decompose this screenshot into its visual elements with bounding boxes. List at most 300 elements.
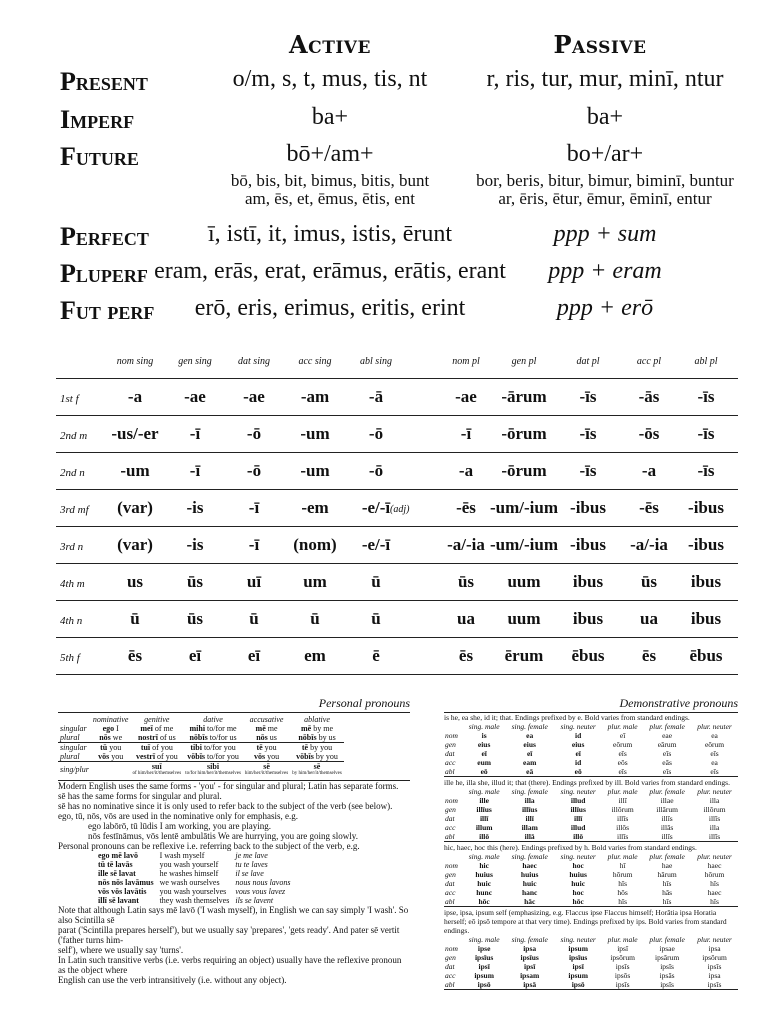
- dp-cell: eōrum: [613, 740, 633, 749]
- declension-cell: -ae: [455, 387, 477, 406]
- dp-cell: eīs: [710, 749, 719, 758]
- declension-cell: -um/-ium: [490, 535, 558, 554]
- declension-label: 3rd n: [60, 541, 84, 553]
- pp-note-line: self'), where we usually say 'turns'.: [58, 945, 184, 955]
- declension-cell: -a/-ia: [630, 535, 668, 554]
- declension-cell: -is: [186, 498, 204, 517]
- declension-cell: -ae: [243, 387, 265, 406]
- declension-cell: ibus: [572, 572, 604, 591]
- pp-example-cell: nous nous lavons: [235, 878, 291, 887]
- demonstrative-row: [444, 731, 738, 740]
- dp-cell: ipsō: [571, 980, 585, 989]
- dp-cell: illud: [570, 796, 586, 805]
- pp-sub: to/for him/her/it/themselves: [185, 771, 241, 776]
- declension-cell: -a/-ia: [447, 535, 485, 554]
- dp-cell: eō: [480, 767, 488, 776]
- pp-example-cell: vous vous lavez: [235, 887, 286, 896]
- dp-cell: eae: [662, 731, 673, 740]
- pp-example-row: [98, 896, 296, 905]
- declension-cell: -um: [300, 424, 330, 443]
- pp-column-header: genitive: [144, 715, 170, 724]
- dp-column-header: sing. male: [468, 787, 500, 796]
- pp-example-row: [98, 851, 296, 860]
- declension-cell: -am: [300, 387, 330, 406]
- demonstrative-pronouns-section: [444, 696, 738, 991]
- demonstrative-intro: hic, haec, hoc this (here). Endings prefixed by h. Bold varies from standard endings.: [444, 843, 697, 852]
- pp-cell: tū you: [100, 743, 122, 752]
- dp-cell: eum: [477, 758, 492, 767]
- pp-form: vōbīs: [187, 752, 206, 761]
- column-header: abl pl: [694, 356, 718, 367]
- declension-cell: -ibus: [570, 535, 606, 554]
- imperf-passive: ba+: [586, 104, 624, 130]
- dp-cell: id: [575, 758, 582, 767]
- pp-example-cell: tu te laves: [235, 860, 268, 869]
- pp-example-cell: vōs vōs lavātis: [98, 887, 147, 896]
- dp-column-header: plur. neuter: [697, 787, 732, 796]
- dp-corner: [444, 787, 463, 796]
- pp-column-header: dative: [203, 715, 223, 724]
- pp-form: vōs: [253, 752, 266, 761]
- dp-cell: ipsā: [523, 980, 537, 989]
- pp-row: [58, 762, 344, 778]
- demonstrative-row: [444, 740, 738, 749]
- dp-column-header: plur. neuter: [697, 722, 732, 731]
- pp-cell: [183, 762, 243, 778]
- declension-cell: -īs: [579, 461, 597, 480]
- pp-row-label: plural: [60, 752, 80, 761]
- dp-cell: eī: [575, 749, 581, 758]
- perfect-active: ī, istī, it, imus, istis, ērunt: [207, 221, 453, 247]
- dp-column-header: plur. female: [649, 852, 685, 861]
- demonstrative-header-row: [444, 852, 738, 861]
- dp-cell: ipsae: [659, 944, 675, 953]
- pp-cell: ego I: [102, 724, 119, 733]
- declension-row: [56, 489, 738, 526]
- dp-case-label: gen: [445, 805, 456, 814]
- dp-cell: illae: [660, 796, 674, 805]
- pp-cell: mē by me: [301, 724, 333, 733]
- demonstrative-row: [444, 888, 738, 897]
- pp-form: suī: [151, 762, 162, 771]
- dp-case-label: acc: [445, 758, 456, 767]
- column-header: abl sing: [360, 356, 392, 367]
- declension-label: 1st f: [60, 393, 79, 405]
- declension-cell: -ō: [246, 424, 262, 443]
- pp-note-line: sē has the same forms for singular and plural.: [58, 791, 222, 801]
- futperf-active: erō, eris, erimus, eritis, erint: [194, 295, 466, 321]
- pp-corner: [58, 715, 91, 724]
- dp-cell: eī: [619, 731, 626, 740]
- declension-cell: -ōrum: [501, 424, 547, 443]
- dp-cell: ipsa: [523, 944, 537, 953]
- demonstrative-table: [444, 722, 738, 776]
- declension-cell: -ī: [189, 461, 201, 480]
- pp-column-header: ablative: [304, 715, 330, 724]
- demonstrative-row: [444, 767, 738, 776]
- dp-cell: ipsīus: [474, 953, 494, 962]
- dp-cell: hic: [479, 861, 489, 870]
- declension-label: 4th m: [60, 578, 85, 590]
- dp-cell: illōs: [616, 823, 630, 832]
- column-header: nom sing: [116, 356, 154, 367]
- declension-cell: ua: [457, 609, 475, 628]
- dp-case-label: acc: [445, 823, 456, 832]
- row-label: Future: [60, 142, 139, 171]
- dp-cell: huius: [569, 870, 587, 879]
- future-active-forms: am, ēs, et, ēmus, ētis, ent: [245, 189, 415, 208]
- dp-cell: illa: [524, 796, 535, 805]
- row-label: Perfect: [60, 222, 149, 251]
- dp-column-header: sing. neuter: [560, 722, 596, 731]
- declension-cell: ū: [130, 609, 140, 628]
- pp-row: [58, 743, 344, 753]
- declension-cell: -ae: [184, 387, 206, 406]
- pp-form: nōs: [256, 733, 268, 742]
- row-label: Fut perf: [60, 296, 155, 325]
- dp-cell: huius: [520, 870, 539, 879]
- dp-case-label: acc: [445, 971, 456, 980]
- declension-cell: -īs: [579, 424, 597, 443]
- dp-cell: illīus: [476, 805, 492, 814]
- dp-case-label: dat: [445, 814, 455, 823]
- declension-cell: ū: [371, 609, 381, 628]
- declension-cell: -ī: [189, 424, 201, 443]
- row-label: Imperf: [60, 105, 135, 134]
- pp-note-line: Modern English uses the same forms - 'you' - for singular and plural; Latin has separate forms.: [58, 781, 399, 791]
- declension-cell: -a: [458, 461, 474, 480]
- dp-cell: eārum: [657, 740, 677, 749]
- dp-cell: huic: [522, 879, 537, 888]
- dp-cell: ea: [711, 758, 718, 767]
- dp-cell: is: [481, 731, 487, 740]
- passive-header: Passive: [553, 30, 647, 59]
- personal-pronouns-notes: [58, 780, 410, 985]
- dp-column-header: plur. female: [649, 787, 685, 796]
- dp-cell: illīs: [708, 832, 721, 841]
- pp-example-cell: ego mē lavō: [98, 851, 138, 860]
- table-bottom-rule: [56, 674, 738, 675]
- pp-note-line: nōs festīnāmus, vōs lentē ambulātis We are hurrying, you are going slowly.: [88, 831, 358, 841]
- pp-form: tuī: [140, 743, 151, 752]
- demonstrative-pronouns-title: Demonstrative pronouns: [444, 696, 738, 713]
- pp-form: mē: [301, 724, 312, 733]
- dp-cell: eīs: [662, 767, 672, 776]
- declension-cell: -ibus: [688, 535, 724, 554]
- dp-cell: illīs: [661, 814, 673, 823]
- dp-cell: ipsīs: [707, 980, 722, 989]
- demonstrative-block: [444, 713, 738, 777]
- dp-cell: ipsum: [568, 944, 588, 953]
- pp-form: nōbīs: [189, 733, 208, 742]
- dp-case-label: gen: [445, 953, 456, 962]
- declension-cell: ēbus: [571, 646, 605, 665]
- demonstrative-row: [444, 861, 738, 870]
- demonstrative-row: [444, 758, 738, 767]
- dp-cell: hīs: [618, 897, 627, 906]
- future-active: bō+/am+: [286, 141, 374, 167]
- dp-cell: illōrum: [703, 805, 726, 814]
- declension-cell: ēs: [641, 646, 657, 665]
- pp-form: sē: [313, 762, 321, 771]
- declension-cell: -ōrum: [501, 461, 547, 480]
- pp-note-line: Personal pronouns can be reflexive i.e. referring back to the subject of the verb, e.g.: [58, 841, 360, 851]
- dp-column-header: sing. male: [468, 722, 500, 731]
- pp-example-cell: nōs nōs lavāmus: [98, 878, 154, 887]
- active-header: Active: [289, 30, 371, 59]
- dp-cell: eius: [477, 740, 491, 749]
- dp-cell: ipsās: [659, 971, 675, 980]
- dp-cell: hīs: [710, 897, 719, 906]
- pp-cell: [243, 762, 290, 778]
- dp-cell: eī: [481, 749, 487, 758]
- demonstrative-row: [444, 832, 738, 841]
- pp-cell: vōbīs by you: [296, 752, 338, 761]
- dp-case-label: dat: [445, 749, 455, 758]
- demonstrative-row: [444, 944, 738, 953]
- pp-row-label: singular: [60, 724, 87, 733]
- pp-form: tibi: [190, 743, 202, 752]
- declension-table: [56, 348, 738, 675]
- demonstrative-intro: ille he, illa she, illud it; that (there). Endings prefixed by ill. Bold varies from standard endings.: [444, 778, 730, 787]
- dp-cell: illō: [479, 832, 490, 841]
- dp-corner: [444, 722, 463, 731]
- dp-cell: illīus: [521, 805, 538, 814]
- future-active-forms: bō, bis, bit, bimus, bitis, bunt: [230, 171, 430, 190]
- dp-cell: ea: [711, 731, 718, 740]
- dp-cell: ipsō: [477, 980, 491, 989]
- dp-cell: illī: [479, 814, 489, 823]
- dp-cell: eīs: [618, 767, 627, 776]
- pp-cell: nōs us: [256, 733, 277, 742]
- column-header: acc pl: [636, 356, 662, 367]
- dp-case-label: nom: [445, 861, 458, 870]
- dp-cell: eīs: [662, 749, 672, 758]
- dp-cell: hās: [662, 888, 673, 897]
- dp-cell: ipsīus: [520, 953, 539, 962]
- dp-case-label: nom: [445, 731, 458, 740]
- pp-sub: him/her/it/themselves: [244, 771, 289, 776]
- declension-cell: us: [126, 572, 144, 591]
- personal-pronouns-section: [58, 696, 410, 985]
- declension-cell: -e/-ī: [361, 498, 391, 517]
- declension-cell: -ō: [368, 424, 384, 443]
- dp-cell: eius: [523, 740, 536, 749]
- demonstrative-row: [444, 953, 738, 962]
- dp-column-header: sing. male: [468, 935, 500, 944]
- dp-cell: ipsīs: [660, 980, 674, 989]
- pp-example-cell: we wash ourselves: [159, 878, 220, 887]
- declension-cell: eī: [247, 646, 261, 665]
- pp-cell: [91, 762, 131, 778]
- declension-cell: em: [304, 646, 326, 665]
- declension-cell: ūs: [457, 572, 475, 591]
- dp-cell: ipsam: [520, 971, 540, 980]
- declension-cell: ibus: [690, 572, 722, 591]
- demonstrative-row: [444, 805, 738, 814]
- pp-example-row: [98, 860, 296, 869]
- demonstrative-row: [444, 870, 738, 879]
- declension-cell: -īs: [579, 387, 597, 406]
- pp-cell: tibi to/for you: [190, 743, 236, 752]
- future-passive: bo+/ar+: [566, 141, 644, 167]
- pp-cell: nōbīs to/for us: [189, 733, 237, 742]
- pp-row-label: sing/plur: [60, 765, 89, 774]
- personal-pronouns-table: [58, 715, 344, 777]
- dp-case-label: abl: [445, 897, 455, 906]
- dp-column-header: sing. female: [511, 852, 548, 861]
- declension-cell: ua: [640, 609, 658, 628]
- dp-cell: ipsīs: [615, 980, 630, 989]
- dp-cell: illa: [709, 823, 720, 832]
- dp-cell: hīs: [618, 879, 627, 888]
- column-header: gen sing: [178, 356, 212, 367]
- declension-cell: -is: [186, 535, 204, 554]
- dp-column-header: sing. female: [511, 722, 548, 731]
- declension-cell: -ī: [248, 498, 260, 517]
- dp-cell: eī: [526, 749, 533, 758]
- dp-cell: haec: [707, 861, 722, 870]
- declension-label: 2nd n: [60, 467, 85, 479]
- declension-cell: -ēs: [639, 498, 659, 517]
- dp-corner: [444, 852, 463, 861]
- column-header: nom pl: [452, 356, 480, 367]
- dp-column-header: sing. female: [511, 787, 548, 796]
- pp-note-line: Note that although Latin says mē lavō ('I wash myself), in English we can say simply 'I wash'. So also Scintilla sē: [58, 905, 409, 925]
- dp-column-header: plur. neuter: [697, 852, 732, 861]
- dp-cell: eō: [574, 767, 582, 776]
- dp-cell: illī: [618, 796, 627, 805]
- dp-cell: eīs: [618, 749, 627, 758]
- demonstrative-table: [444, 787, 738, 841]
- demonstrative-row: [444, 962, 738, 971]
- declension-cell: -ēs: [456, 498, 476, 517]
- dp-cell: ipsīus: [568, 953, 588, 962]
- pp-example-row: [98, 869, 296, 878]
- declension-cell: um: [303, 572, 327, 591]
- declension-cell: (nom): [293, 535, 337, 554]
- dp-cell: ipsīs: [707, 962, 722, 971]
- dp-column-header: plur. male: [607, 852, 638, 861]
- pp-example-cell: you wash yourselves: [159, 887, 227, 896]
- pp-form: nostrī: [137, 733, 158, 742]
- dp-case-label: dat: [445, 879, 455, 888]
- demonstrative-intro: is he, ea she, id it; that. Endings prefixed by e. Bold varies from standard endings.: [444, 713, 690, 722]
- pp-example-cell: tū tē lavās: [98, 860, 133, 869]
- demonstrative-header-row: [444, 935, 738, 944]
- dp-cell: illā: [524, 832, 535, 841]
- dp-cell: huic: [571, 879, 586, 888]
- pp-cell: mihi to/for me: [189, 724, 237, 733]
- declension-label: 2nd m: [60, 430, 88, 442]
- imperf-active: ba+: [311, 104, 349, 130]
- pp-cell: vōs you: [253, 752, 280, 761]
- declension-cell: -um: [300, 461, 330, 480]
- declension-cell: ēs: [458, 646, 474, 665]
- abl-note: (adj): [390, 504, 410, 515]
- column-header: dat sing: [238, 356, 270, 367]
- demonstrative-row: [444, 980, 738, 989]
- dp-cell: ipsī: [572, 962, 584, 971]
- declension-cell: -a: [641, 461, 657, 480]
- declension-row: [56, 452, 738, 489]
- pp-form: ego: [102, 724, 115, 733]
- declension-cell: ūs: [640, 572, 658, 591]
- pp-note-line: ego, tū, nōs, vōs are used in the nominative only for emphasis, e.g.: [58, 811, 298, 821]
- dp-cell: ipsīs: [660, 962, 674, 971]
- dp-cell: illum: [475, 823, 493, 832]
- pp-form: vōbīs: [296, 752, 314, 761]
- column-header: dat pl: [576, 356, 600, 367]
- dp-cell: hōc: [572, 897, 584, 906]
- pp-form: tē: [256, 743, 263, 752]
- pp-example-cell: ils se lavent: [235, 896, 274, 905]
- dp-corner: [444, 935, 463, 944]
- pp-form: mihi: [189, 724, 206, 733]
- dp-column-header: plur. female: [649, 935, 685, 944]
- dp-cell: ipsī: [617, 944, 629, 953]
- declension-row: [56, 378, 738, 415]
- dp-cell: ea: [526, 731, 534, 740]
- declension-cell: ibus: [690, 609, 722, 628]
- declension-cell: ēs: [127, 646, 143, 665]
- future-passive-forms: ar, ēris, ētur, ēmur, ēminī, entur: [498, 189, 712, 208]
- dp-cell: hanc: [521, 888, 538, 897]
- dp-cell: ipsōrum: [702, 953, 727, 962]
- dp-cell: hoc: [572, 888, 584, 897]
- declension-cell: uum: [507, 572, 541, 591]
- pp-form: tū: [100, 743, 108, 752]
- pp-example-cell: il se lave: [235, 869, 264, 878]
- declension-row: [56, 415, 738, 452]
- dp-cell: eam: [523, 758, 537, 767]
- dp-cell: ipsa: [708, 971, 721, 980]
- declension-cell: -ārum: [501, 387, 547, 406]
- declension-cell: -ās: [638, 387, 660, 406]
- dp-column-header: plur. male: [607, 935, 638, 944]
- dp-cell: illīus: [570, 805, 586, 814]
- pp-row: [58, 724, 344, 733]
- pp-cell: [130, 762, 183, 778]
- pp-cell: [290, 762, 344, 778]
- dp-cell: eōrum: [704, 740, 725, 749]
- demonstrative-header-row: [444, 722, 738, 731]
- dp-cell: hoc: [572, 861, 584, 870]
- declension-label: 5th f: [60, 652, 80, 664]
- declension-row: [56, 526, 738, 563]
- dp-cell: hōc: [478, 897, 490, 906]
- dp-cell: hōrum: [704, 870, 725, 879]
- demonstrative-block: [444, 843, 738, 907]
- dp-cell: ipsārum: [655, 953, 680, 962]
- declension-cell: -īs: [697, 461, 715, 480]
- dp-cell: haec: [707, 888, 722, 897]
- pp-note-line: sē has no nominative since it is only used to refer back to the subject of the verb (see below).: [58, 801, 393, 811]
- pp-cell: tē you: [256, 743, 277, 752]
- pp-example-cell: he washes himself: [159, 869, 219, 878]
- declension-cell: uum: [507, 609, 541, 628]
- dp-cell: eā: [526, 767, 534, 776]
- dp-column-header: plur. male: [607, 787, 638, 796]
- demonstrative-row: [444, 879, 738, 888]
- declension-cell: -ibus: [688, 498, 724, 517]
- dp-column-header: plur. male: [607, 722, 638, 731]
- dp-column-header: sing. female: [511, 935, 548, 944]
- pp-cell: vōbīs to/for you: [187, 752, 239, 761]
- demonstrative-row: [444, 897, 738, 906]
- dp-column-header: sing. male: [468, 852, 500, 861]
- dp-cell: hīs: [662, 879, 672, 888]
